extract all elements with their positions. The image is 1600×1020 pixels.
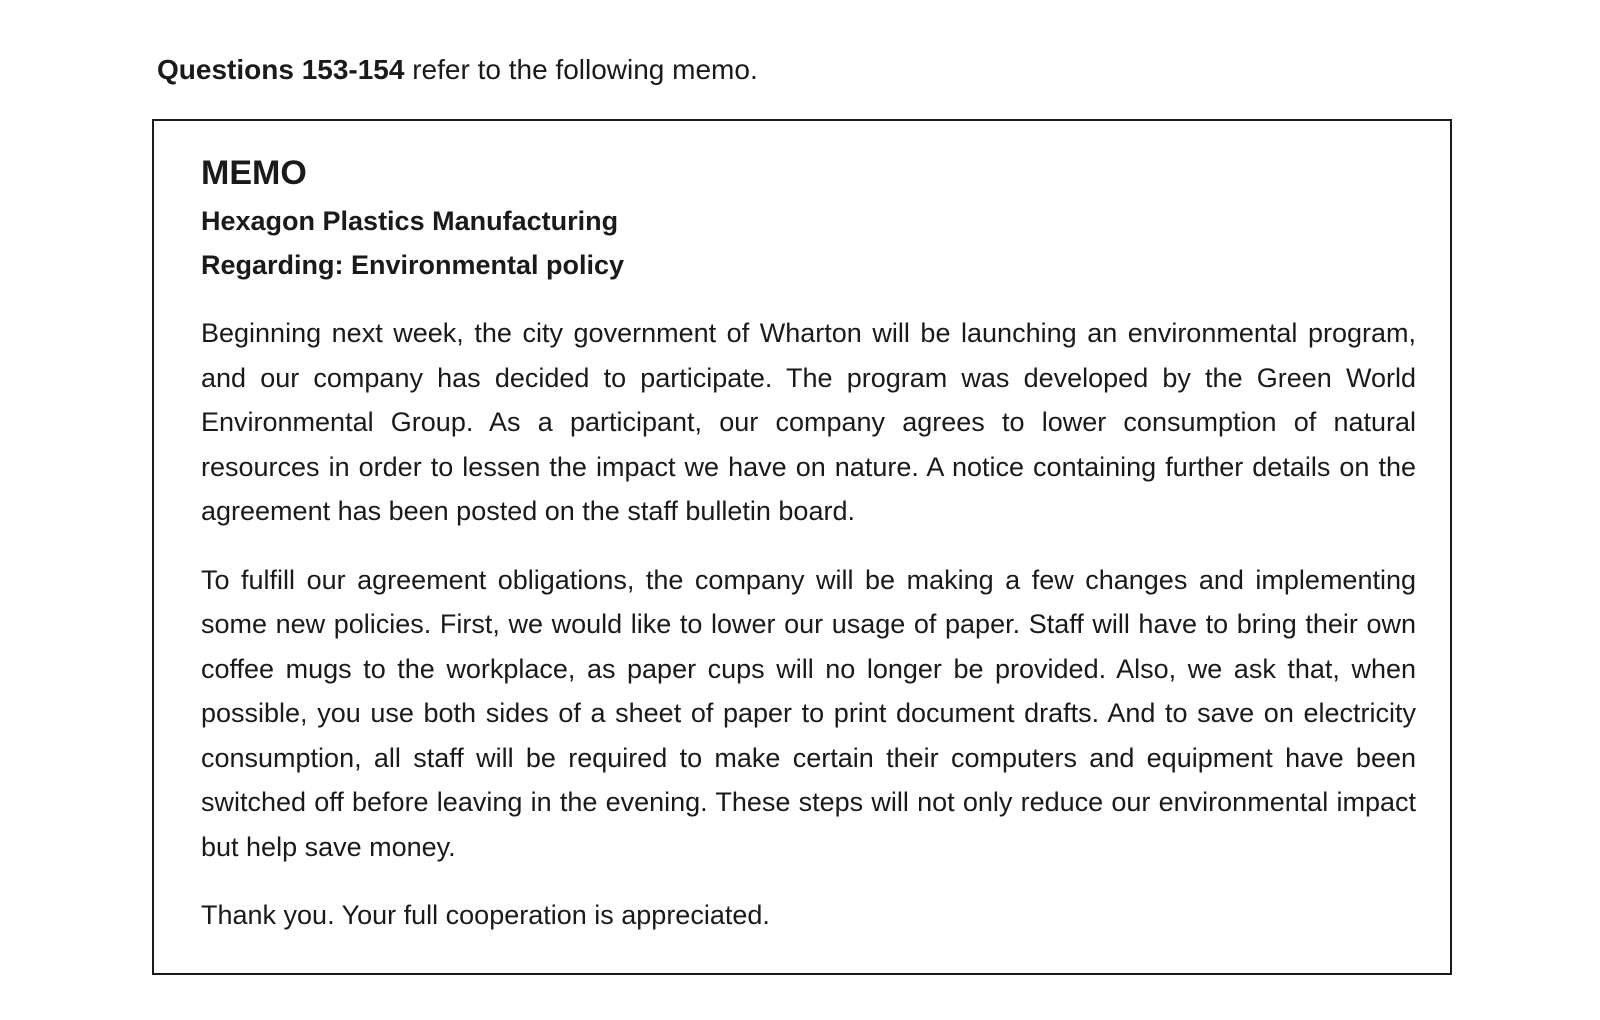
memo-title: MEMO [201,154,307,192]
memo-paragraph-1: Beginning next week, the city government of Wharton will be launching an environmental program, and our company has decided to participate. The program was developed by the Green World Environmental Group. As a participant, our company agrees to lower consumption of natural resources in order to lessen the impact we have on nature. A notice containing further details on the agreement has been posted on the staff bulletin board. [201,318,1416,526]
memo-paragraph-2: To fulfill our agreement obligations, the company will be making a few changes and implementing some new policies. First, we would like to lower our usage of paper. Staff will have to bring their own coffee mugs to the workplace, as paper cups will no longer be provided. Also, we ask that, when possible, you use both sides of a sheet of paper to print document drafts. And to save on electricity consumption, all staff will be required to make certain their computers and equipment have been switched off before leaving in the evening. These steps will not only reduce our environmental impact but help save money. [201,564,1416,862]
memo-box [152,119,1452,975]
memo-closing: Thank you. Your full cooperation is appreciated. [201,900,770,930]
memo-content [201,153,1416,938]
memo-company: Hexagon Plastics Manufacturing [201,206,619,236]
memo-regarding: Regarding: Environmental policy [201,250,625,280]
questions-range: Questions 153-154 [157,54,405,85]
question-intro [157,52,758,88]
intro-text: refer to the following memo. [404,54,758,85]
